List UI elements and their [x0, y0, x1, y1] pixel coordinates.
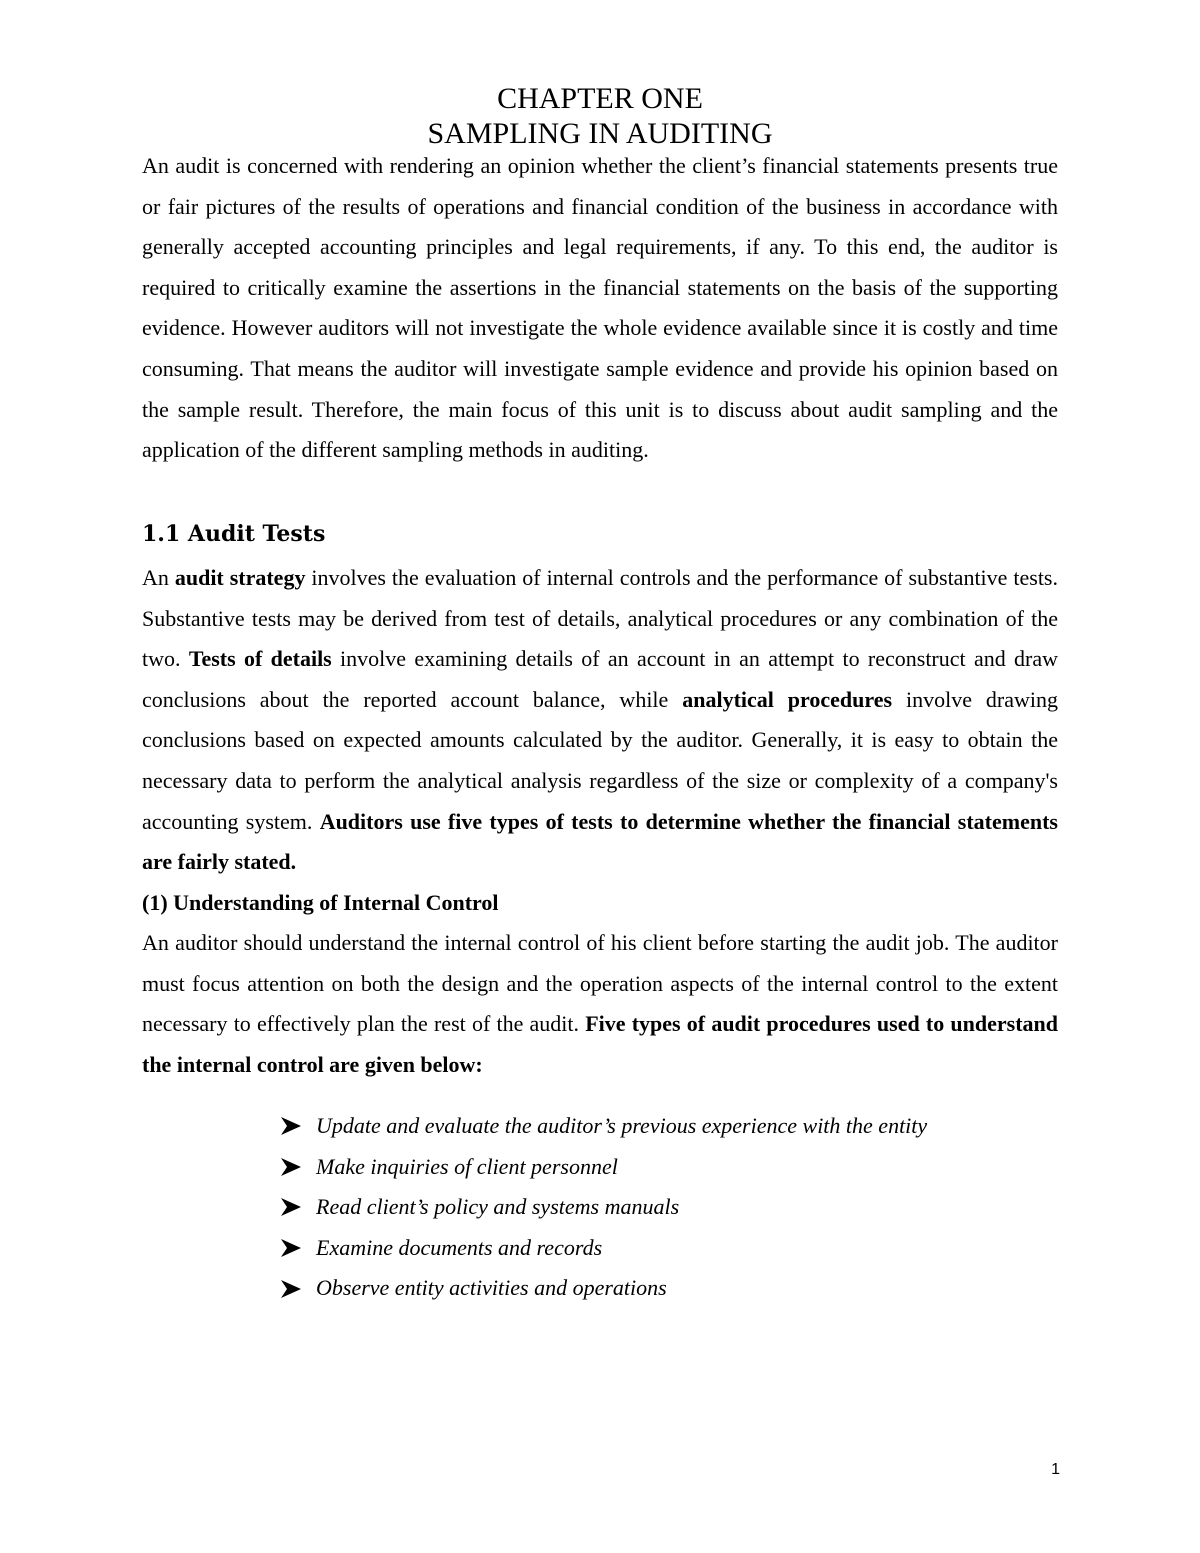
arrowhead-bullet-icon — [280, 1157, 316, 1177]
bold-term-tests-of-details: Tests of details — [188, 646, 332, 672]
arrowhead-bullet-icon — [280, 1279, 316, 1299]
arrowhead-bullet-icon — [280, 1116, 316, 1136]
internal-control-paragraph — [142, 923, 1058, 1085]
procedures-list — [280, 1106, 1100, 1309]
list-item-text: Make inquiries of client personnel — [316, 1153, 618, 1179]
intro-paragraph: An audit is concerned with rendering an opinion whether the client’s financial statements presents true or fair pictures of the results of operations and financial condition of the business in accordance with generally accepted accounting principles and legal requirements, if any. To this end, the auditor is required to critically examine the assertions in the financial statements on the basis of the supporting evidence. However auditors will not investigate the whole evidence available since it is costly and time consuming. That means the auditor will investigate sample evidence and provide his opinion based on the sample result. Therefore, the main focus of this unit is to discuss about audit sampling and the application of the different sampling methods in auditing. — [142, 153, 1058, 463]
list-item — [280, 1187, 1100, 1228]
list-item — [280, 1228, 1100, 1269]
audit-strategy-paragraph — [142, 558, 1058, 883]
chapter-subtitle: SAMPLING IN AUDITING — [427, 117, 773, 150]
list-item — [280, 1106, 1100, 1147]
list-item-text: Examine documents and records — [316, 1234, 603, 1260]
text-run: involve examining details of an account in an attempt to reconstruct and draw conclusions about the reported account balance, while — [142, 646, 1058, 712]
text-run: An auditor should understand the internal control of his client before starting the audit job. The auditor must focus attention on both the design and the operation aspects of the internal control to the extent necessary to effectively plan the rest of the audit. — [142, 930, 1058, 1037]
arrowhead-bullet-icon — [280, 1238, 316, 1258]
list-item-text: Read client’s policy and systems manuals — [316, 1194, 680, 1220]
text-run: involves the evaluation of internal controls and the performance of substantive tests. Substantive tests may be derived from test of details, analytical procedures or any combination of the two. — [142, 565, 1058, 672]
subsection-heading: (1) Understanding of Internal Control — [142, 890, 499, 915]
chapter-title: CHAPTER ONE — [497, 82, 703, 115]
bold-term-analytical-procedures: analytical procedures — [682, 686, 893, 712]
list-item-text: Observe entity activities and operations — [316, 1275, 667, 1301]
list-item — [280, 1268, 1100, 1309]
page-number: 1 — [1051, 1461, 1060, 1478]
bold-term-audit-strategy: audit strategy — [174, 565, 306, 590]
list-item-text: Update and evaluate the auditor’s previous experience with the entity — [316, 1113, 928, 1138]
bold-statement-five-procedures: Five types of audit procedures used to understand the internal control are given below: — [142, 1011, 1059, 1077]
arrowhead-bullet-icon — [280, 1197, 316, 1217]
list-item — [280, 1147, 1100, 1188]
bold-statement-five-tests: Auditors use five types of tests to determine whether the financial statements are fairly stated. — [142, 808, 1058, 875]
text-run: An — [142, 565, 175, 590]
section-heading: 1.1 Audit Tests — [142, 521, 326, 547]
text-run: involve drawing conclusions based on expected amounts calculated by the auditor. Generally, it is easy to obtain the necessary data to perform the analytical analysis regardless of the size or complexity of a company's accounting system. — [142, 686, 1058, 834]
